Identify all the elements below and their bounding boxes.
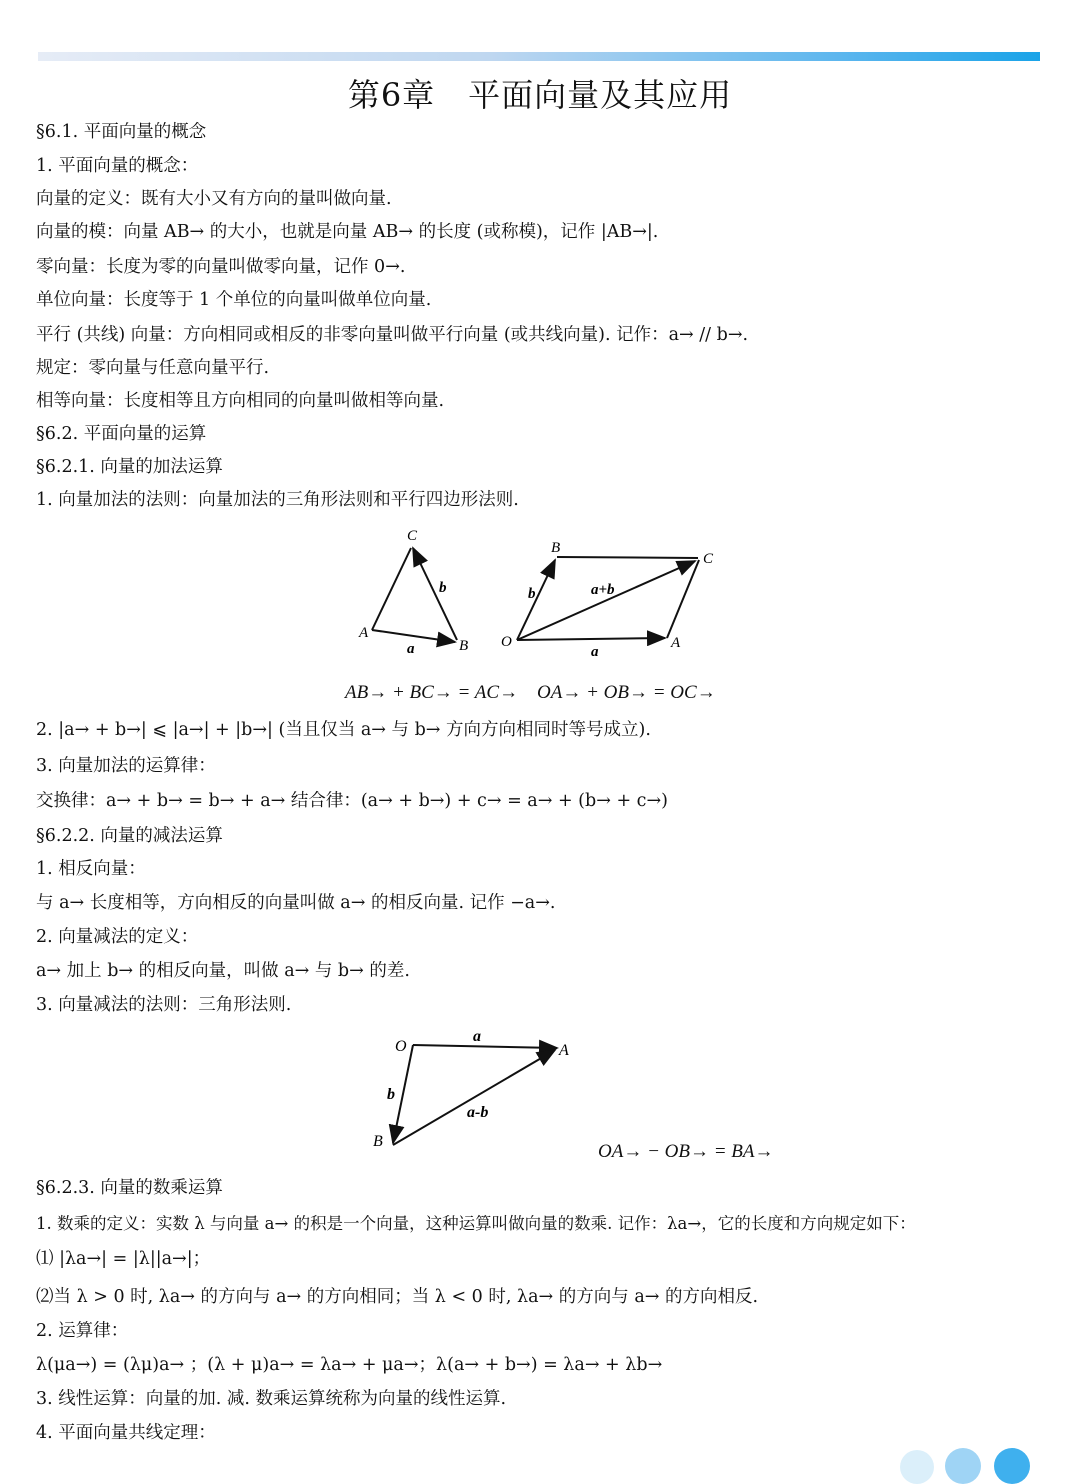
section-heading: §6.2.3. 向量的数乘运算 [36,1178,223,1198]
vector-b [413,548,457,640]
side-a-label: a [407,641,415,657]
text-line: 向量的定义：既有大小又有方向的量叫做向量. [36,189,392,209]
triangle-rule-caption: AB→ + BC→ = AC→ [345,682,519,703]
text-line: 向量的模：向量 AB→ 的大小，也就是向量 AB→ 的长度 (或称模)，记作 |AB→|. [36,222,659,242]
text-line: 规定：零向量与任意向量平行. [36,358,270,378]
side-a-label: a [473,1028,481,1045]
point-b-label: B [459,638,469,654]
point-a-label: A [359,625,369,641]
vector-a-plus-b [517,561,695,640]
vector-b [517,560,555,640]
decorative-bubble [994,1448,1030,1484]
subtraction-rule-figure [365,1025,585,1160]
decorative-bubble [945,1448,981,1484]
point-a-label: A [671,635,681,651]
text-line: ⑴ |λa→| = |λ||a→|； [36,1249,211,1269]
text-line: a→ 加上 b→ 的相反向量，叫做 a→ 与 b→ 的差. [36,961,410,981]
triangle-rule-figure [345,520,485,660]
text-line: 2. 向量减法的定义： [36,927,199,947]
section-heading: §6.2.1. 向量的加法运算 [36,457,223,477]
text-line: λ(μa→) = (λμ)a→ ；(λ + μ)a→ = λa→ + μa→；λ(a→ + b→) = λa→ + λb→ [36,1355,663,1375]
text-line: 单位向量：长度等于 1 个单位的向量叫做单位向量. [36,290,432,310]
vector-b [393,1045,413,1143]
point-c-label: C [703,551,714,567]
section-heading: §6.2. 平面向量的运算 [36,424,207,444]
parallelogram-rule-caption: OA→ + OB→ = OC→ [537,682,716,703]
text-line: 与 a→ 长度相等，方向相反的向量叫做 a→ 的相反向量. 记作 −a→. [36,893,556,913]
side-bc [557,557,698,558]
section-heading: §6.2.2. 向量的减法运算 [36,826,223,846]
text-line: 1. 向量加法的法则：向量加法的三角形法则和平行四边形法则. [36,490,519,510]
text-line: 3. 向量减法的法则：三角形法则. [36,995,292,1015]
decorative-bubble [900,1450,934,1484]
text-line: 相等向量：长度相等且方向相同的向量叫做相等向量. [36,391,445,411]
text-line: 3. 向量加法的运算律： [36,756,216,776]
parallelogram-rule-figure [495,530,725,665]
side-a-label: a [591,644,599,660]
vector-a [413,1045,557,1048]
vector-ac [372,548,411,630]
text-line: 3. 线性运算：向量的加. 减. 数乘运算统称为向量的线性运算. [36,1389,507,1409]
text-line: 1. 相反向量： [36,859,146,879]
text-line: 1. 数乘的定义：实数 λ 与向量 a→ 的积是一个向量，这种运算叫做向量的数乘. 记作：λa→，它的长度和方向规定如下： [36,1214,916,1233]
text-line: 平行 (共线) 向量：方向相同或相反的非零向量叫做平行向量 (或共线向量). 记作：a→ // b→. [36,325,749,345]
text-line: ⑵当 λ > 0 时, λa→ 的方向与 a→ 的方向相同；当 λ < 0 时, λa→ 的方向与 a→ 的方向相反. [36,1287,759,1307]
vector-a-minus-b [393,1050,555,1145]
side-b-label: b [387,1086,395,1103]
subtraction-rule-caption: OA→ − OB→ = BA→ [598,1141,774,1162]
text-line: 交换律：a→ + b→ = b→ + a→ 结合律：(a→ + b→) + c→ = a→ + (b→ + c→) [36,791,668,811]
text-line: 2. 运算律： [36,1321,129,1341]
point-b-label: B [373,1133,383,1150]
text-line: 1. 平面向量的概念： [36,156,199,176]
side-b-label: b [439,580,447,596]
text-line: 零向量：长度为零的向量叫做零向量，记作 0→. [36,257,406,277]
diagonal-label: a+b [591,582,615,598]
point-b-label: B [551,540,561,556]
header-accent-bar [38,52,1040,61]
point-c-label: C [407,528,418,544]
point-o-label: O [395,1038,407,1055]
section-heading: §6.1. 平面向量的概念 [36,122,207,142]
chapter-title: 第6章 平面向量及其应用 [347,76,733,114]
diagonal-label: a-b [467,1104,489,1121]
vector-a [517,638,665,640]
side-b-label: b [528,586,536,602]
point-a-label: A [559,1042,569,1059]
point-o-label: O [501,634,512,650]
text-line: 4. 平面向量共线定理： [36,1423,216,1443]
text-line: 2. |a→ + b→| ⩽ |a→| + |b→| (当且仅当 a→ 与 b→ 方向方向相同时等号成立). [36,720,651,740]
